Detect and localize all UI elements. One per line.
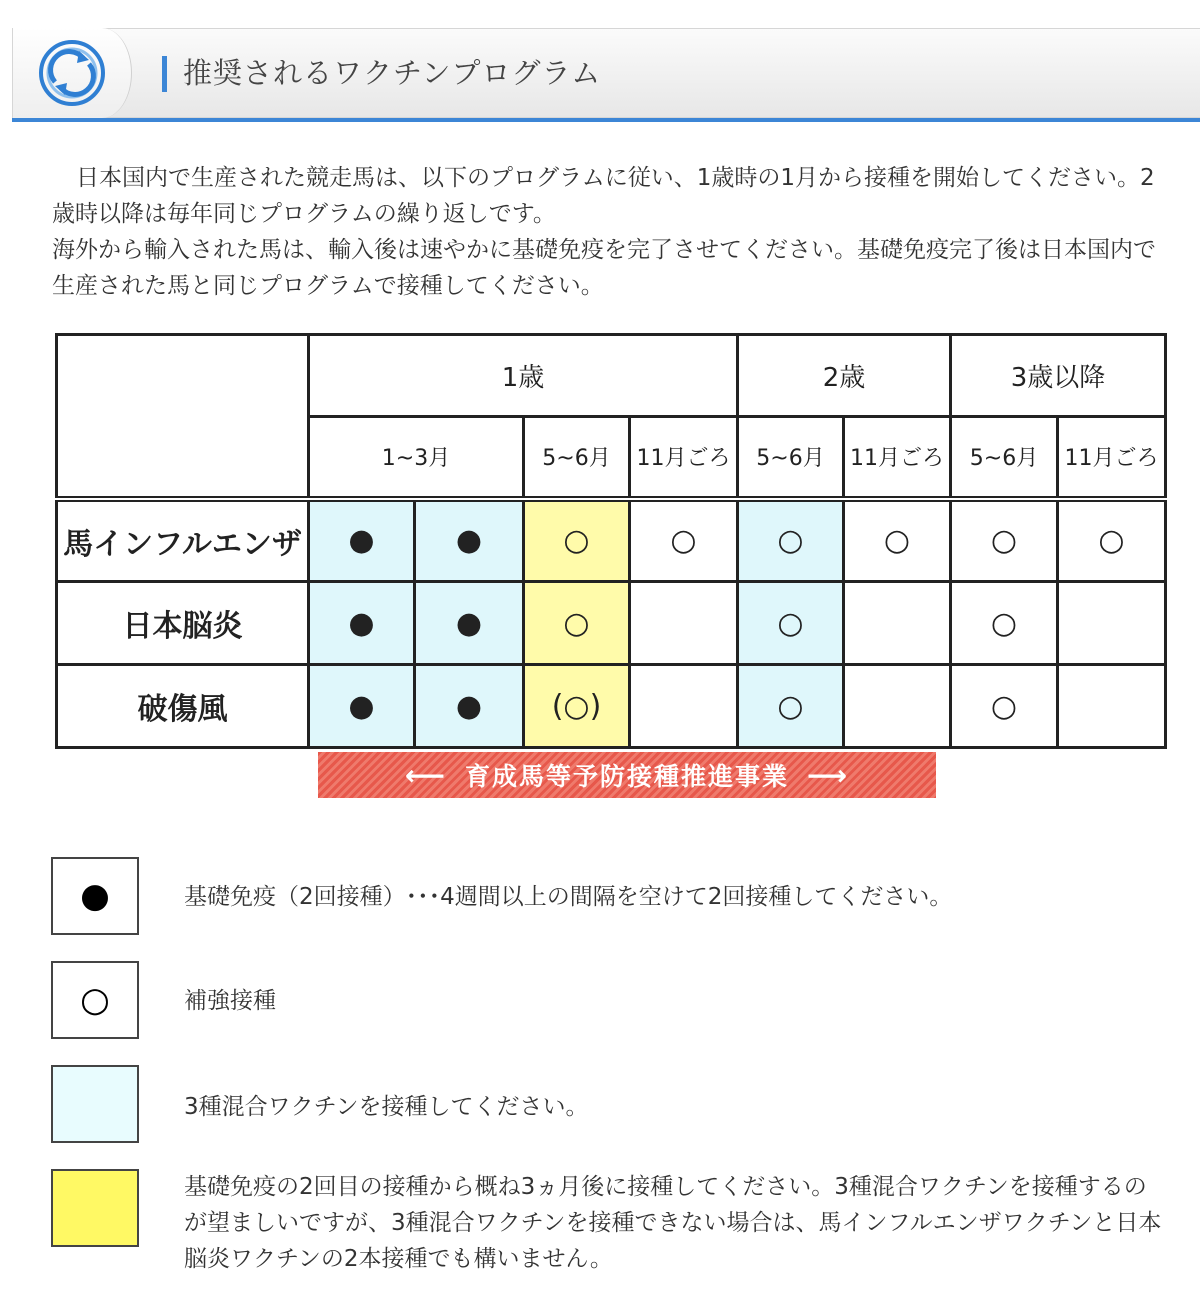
- dose-cell: ●: [415, 499, 524, 582]
- vaccine-table-wrap: [55, 333, 1167, 749]
- dose-cell: ●: [415, 582, 524, 665]
- age-header-3: 3歳以降: [951, 335, 1166, 417]
- intro-paragraph-1: 日本国内で生産された競走馬は、以下のプログラムに従い、1歳時の1月から接種を開始してください。2歳時以降は毎年同じプログラムの繰り返しです。: [52, 165, 1155, 227]
- age-header-2: 2歳: [738, 335, 951, 417]
- row-label: 日本脳炎: [57, 582, 309, 665]
- month-header: 5~6月: [951, 417, 1058, 499]
- dose-cell: [844, 665, 951, 748]
- left-arrow-icon: ⟵: [404, 758, 447, 792]
- dose-cell: (○): [524, 665, 630, 748]
- age-header-row: [57, 335, 1166, 417]
- program-banner: [318, 752, 936, 798]
- dose-cell: [844, 582, 951, 665]
- dose-cell: ○: [524, 582, 630, 665]
- table-row-tetanus: [57, 665, 1166, 748]
- dose-cell: ○: [738, 499, 844, 582]
- table-row-encephalitis: [57, 582, 1166, 665]
- row-label: 馬インフルエンザ: [57, 499, 309, 582]
- legend-text: 基礎免疫の2回目の接種から概ね3ヵ月後に接種してください。3種混合ワクチンを接種するのが望ましいですが、3種混合ワクチンを接種できない場合は、馬インフルエンザワクチンと日本脳炎ワクチンの2本接種でも構いません。: [184, 1174, 1162, 1272]
- dose-cell: ●: [309, 665, 415, 748]
- month-header: 5~6月: [738, 417, 844, 499]
- dose-cell: ●: [309, 582, 415, 665]
- intro-paragraph-2: 海外から輸入された馬は、輸入後は速やかに基礎免疫を完了させてください。基礎免疫完了後は日本国内で生産された馬と同じプログラムで接種してください。: [52, 237, 1156, 299]
- dose-cell: [1058, 665, 1166, 748]
- month-header: 1~3月: [309, 417, 524, 499]
- legend-text: 基礎免疫（2回接種）･･･4週間以上の間隔を空けて2回接種してください。: [184, 884, 953, 910]
- month-header: 11月ごろ: [844, 417, 951, 499]
- section-header: [12, 28, 1200, 118]
- legend-swatch-cyan: [51, 1065, 139, 1143]
- row-label: 破傷風: [57, 665, 309, 748]
- table-row-influenza: [57, 499, 1166, 582]
- dose-cell: ○: [951, 582, 1058, 665]
- dose-cell: [630, 665, 738, 748]
- month-header: 5~6月: [524, 417, 630, 499]
- dose-cell: ○: [951, 499, 1058, 582]
- dose-cell: [630, 582, 738, 665]
- legend-swatch-filled-circle: ●: [51, 857, 139, 935]
- age-header-1: 1歳: [309, 335, 738, 417]
- corner-cell: [57, 335, 309, 499]
- dose-cell: ○: [738, 582, 844, 665]
- legend-text: 補強接種: [184, 988, 276, 1014]
- right-arrow-icon: ⟶: [807, 758, 850, 792]
- title-accent-bar: [162, 56, 167, 92]
- banner-text: 育成馬等予防接種推進事業: [464, 762, 789, 791]
- vaccine-schedule-table: [55, 333, 1167, 749]
- legend-swatch-yellow: [51, 1169, 139, 1247]
- legend-swatch-open-circle: ○: [51, 961, 139, 1039]
- month-header: 11月ごろ: [1058, 417, 1166, 499]
- dose-cell: ○: [1058, 499, 1166, 582]
- intro-text: [52, 160, 1162, 304]
- logo-tab: [13, 28, 132, 118]
- dose-cell: ○: [951, 665, 1058, 748]
- header-underline: [12, 118, 1200, 122]
- dose-cell: ○: [524, 499, 630, 582]
- month-header: 11月ごろ: [630, 417, 738, 499]
- dose-cell: [1058, 582, 1166, 665]
- dose-cell: ●: [309, 499, 415, 582]
- dose-cell: ○: [738, 665, 844, 748]
- legend-text: 3種混合ワクチンを接種してください。: [184, 1094, 589, 1120]
- circular-arrow-logo-icon: [35, 38, 109, 108]
- page-title: 推奨されるワクチンプログラム: [183, 56, 602, 90]
- dose-cell: ●: [415, 665, 524, 748]
- dose-cell: ○: [844, 499, 951, 582]
- dose-cell: ○: [630, 499, 738, 582]
